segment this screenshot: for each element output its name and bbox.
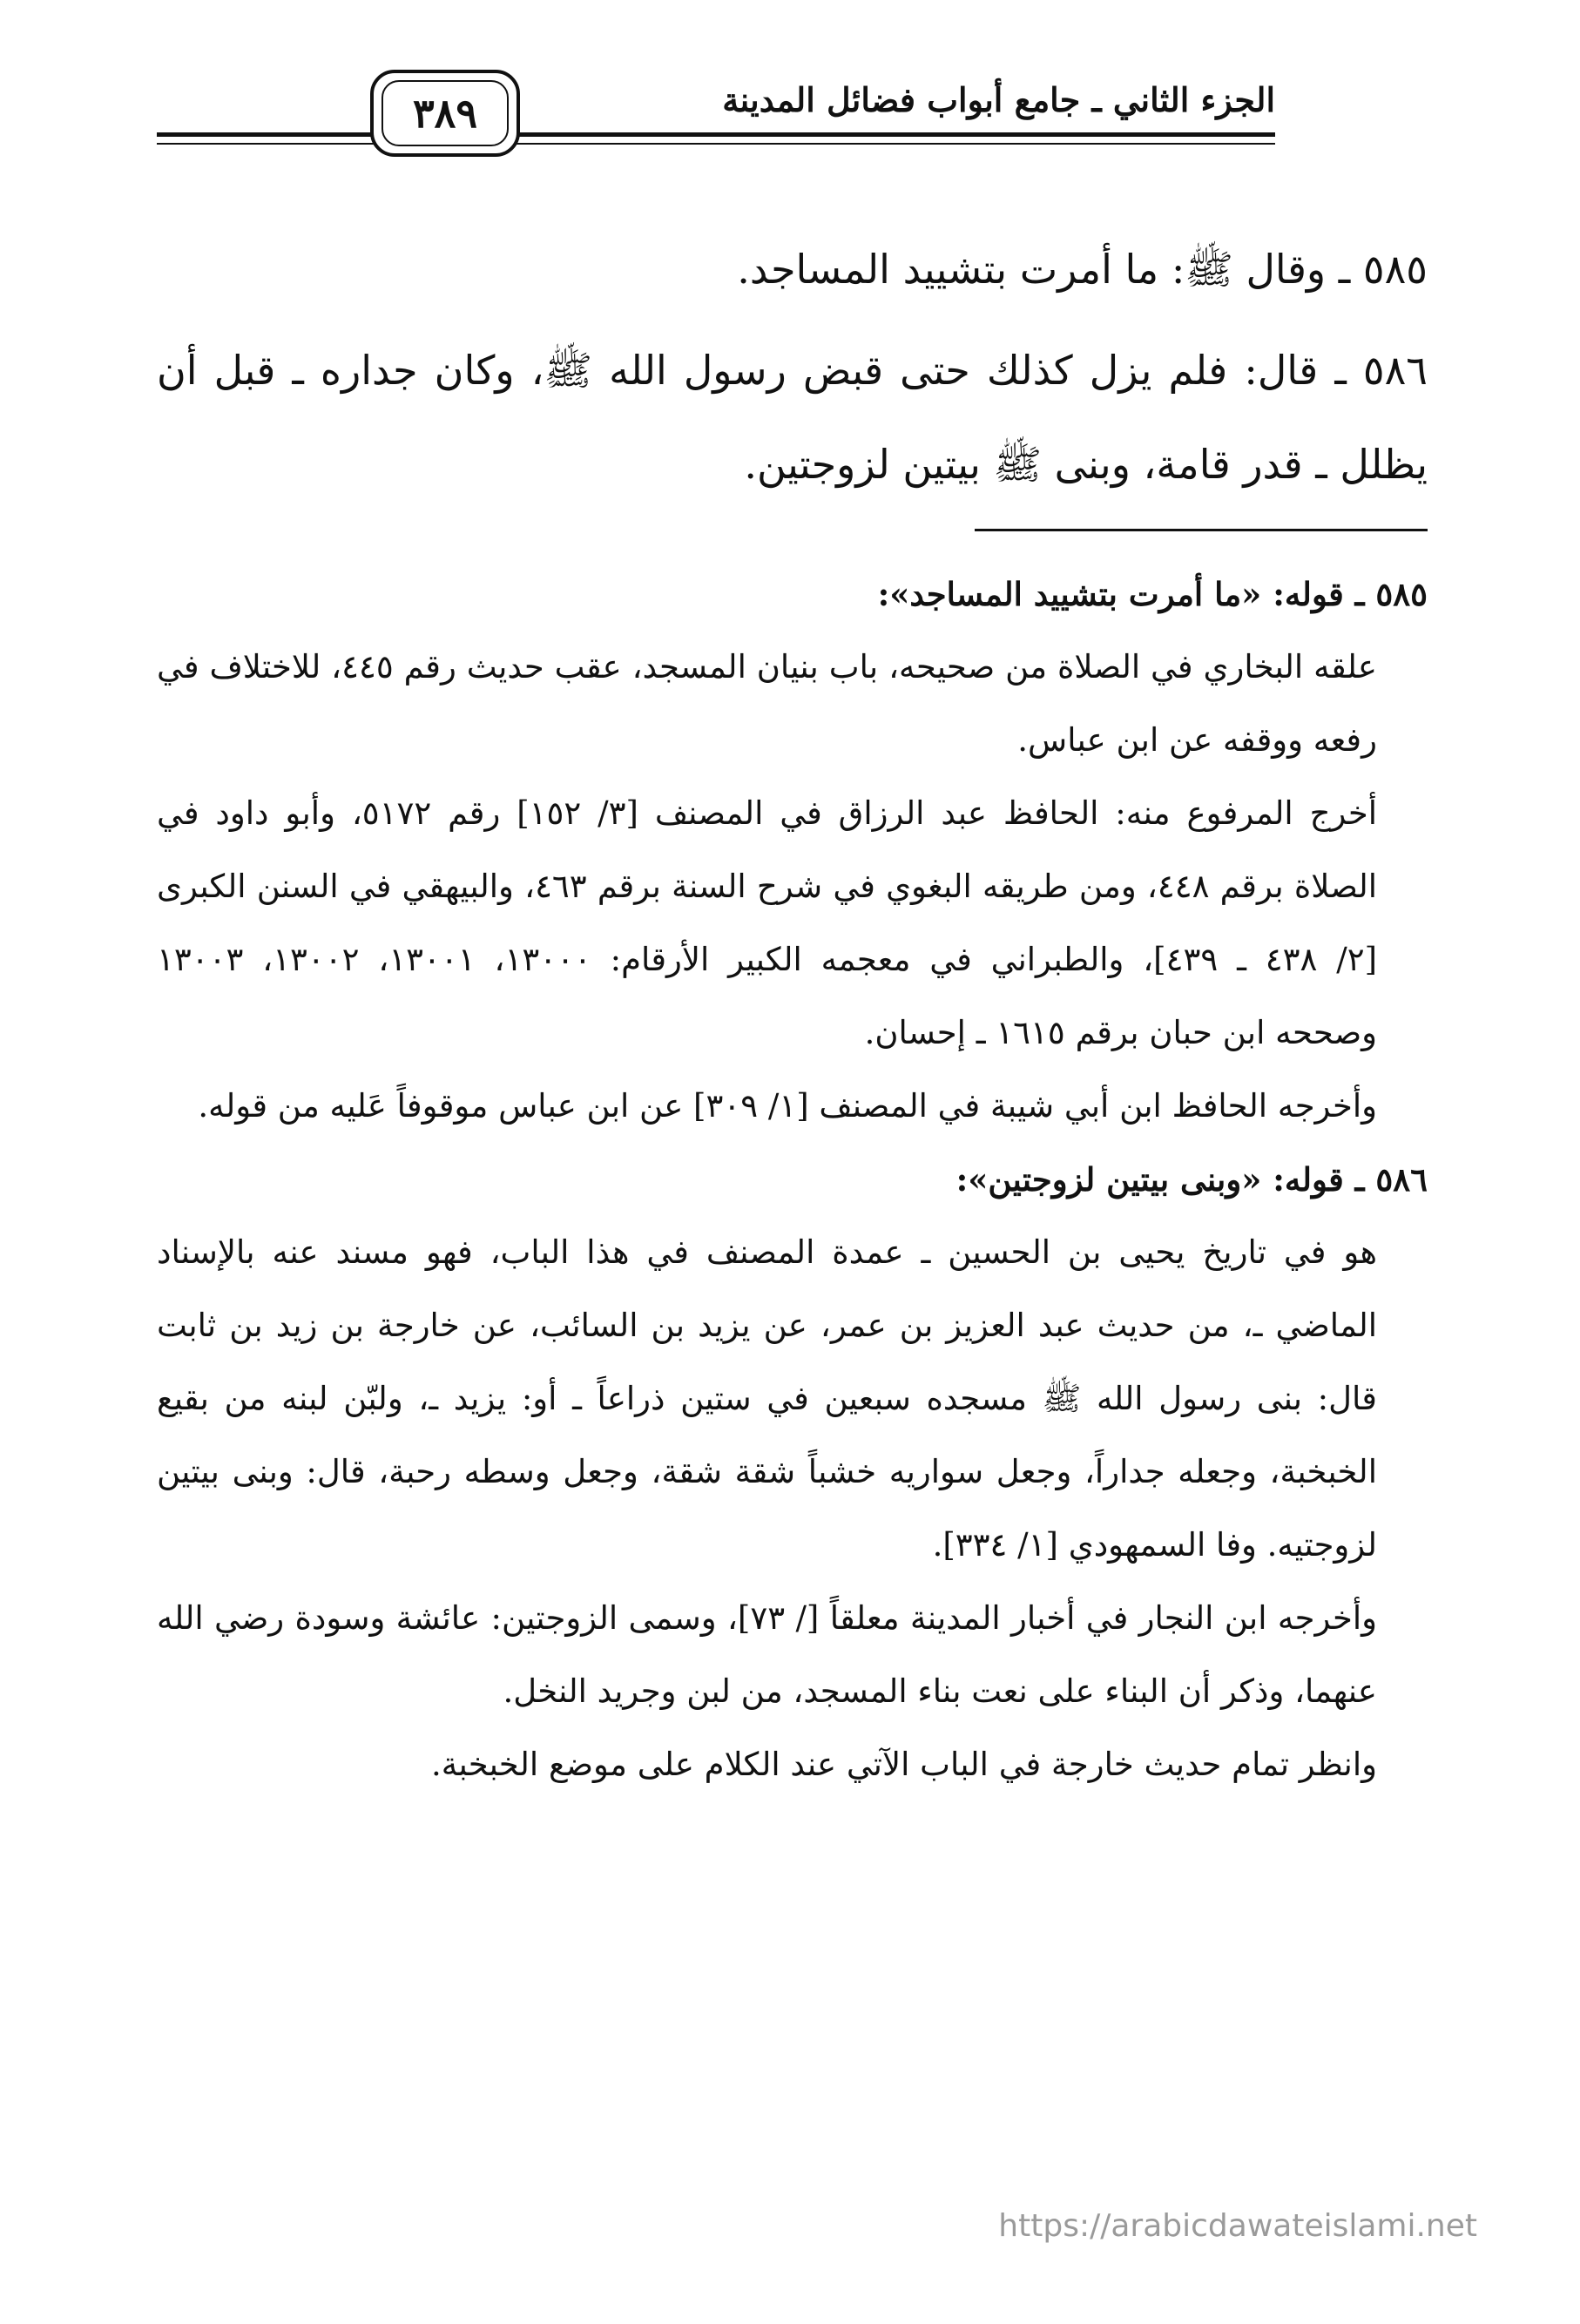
note-586	[157, 1143, 1428, 1801]
note-heading: ٥٨٥ ـ قوله: «ما أمرت بتشييد المساجد»:	[877, 575, 1428, 613]
watermark-url: https://arabicdawateislami.net	[998, 2208, 1477, 2244]
footnote-divider	[975, 529, 1428, 531]
note-paragraph: أخرج المرفوع منه: الحافظ عبد الرزاق في المصنف [٣/ ١٥٢] رقم ٥١٧٢، وأبو داود في الصلاة برقم ٤٤٨، ومن طريقه البغوي في شرح السنة برقم ٤٦٣، والبيهقي في السنن الكبرى [٢/ ٤٣٨ ـ ٤٣٩]، والطبراني في معجمه الكبير الأرقام: ١٣٠٠٠، ١٣٠٠١، ١٣٠٠٢، ١٣٠٠٣ وصححه ابن حبان برقم ١٦١٥ ـ إحسان.	[157, 794, 1378, 1051]
page-number-frame	[370, 70, 520, 157]
page-header	[157, 0, 1428, 174]
main-text	[157, 222, 1428, 511]
note-paragraph: وانظر تمام حديث خارجة في الباب الآتي عند الكلام على موضع الخبخبة.	[430, 1746, 1377, 1783]
header-rule-thin	[157, 143, 1275, 145]
note-585	[157, 557, 1428, 1143]
page-number: ٣٨٩	[381, 80, 509, 146]
header-rule-thick	[157, 132, 1275, 137]
running-title: الجزء الثاني ـ جامع أبواب فضائل المدينة	[722, 80, 1275, 119]
hadith-585: ٥٨٥ ـ وقال ﷺ: ما أمرت بتشييد المساجد.	[737, 246, 1428, 293]
footnotes	[157, 557, 1428, 1801]
hadith-586: ٥٨٦ ـ قال: فلم يزل كذلك حتى قبض رسول الله ﷺ، وكان جداره ـ قبل أن يظلل ـ قدر قامة، وبنى ﷺ بيتين لزوجتين.	[157, 347, 1428, 488]
note-paragraph: وأخرجه الحافظ ابن أبي شيبة في المصنف [١/ ٣٠٩] عن ابن عباس موقوفاً عَليه من قوله.	[198, 1087, 1377, 1125]
note-paragraph: علقه البخاري في الصلاة من صحيحه، باب بنيان المسجد، عقب حديث رقم ٤٤٥، للاختلاف في رفعه ووقفه عن ابن عباس.	[157, 648, 1377, 759]
note-paragraph: هو في تاريخ يحيى بن الحسين ـ عمدة المصنف في هذا الباب، فهو مسند عنه بالإسناد الماضي ـ، من حديث عبد العزيز بن عمر، عن يزيد بن السائب، عن خارجة بن زيد بن ثابت قال: بنى رسول الله ﷺ مسجده سبعين في ستين ذراعاً ـ أو: يزيد ـ، ولبّن لبنه من بقيع الخبخبة، وجعله جداراً، وجعل سواريه خشباً شقة شقة، وجعل وسطه رحبة، قال: وبنى بيتين لزوجتيه. وفا السمهودي [١/ ٣٣٤].	[157, 1233, 1377, 1564]
note-paragraph: وأخرجه ابن النجار في أخبار المدينة معلقاً [/ ٧٣]، وسمى الزوجتين: عائشة وسودة رضي الله عنهما، وذكر أن البناء على نعت بناء المسجد، من لبن وجريد النخل.	[157, 1599, 1377, 1710]
note-heading: ٥٨٦ ـ قوله: «وبنى بيتين لزوجتين»:	[955, 1160, 1428, 1199]
